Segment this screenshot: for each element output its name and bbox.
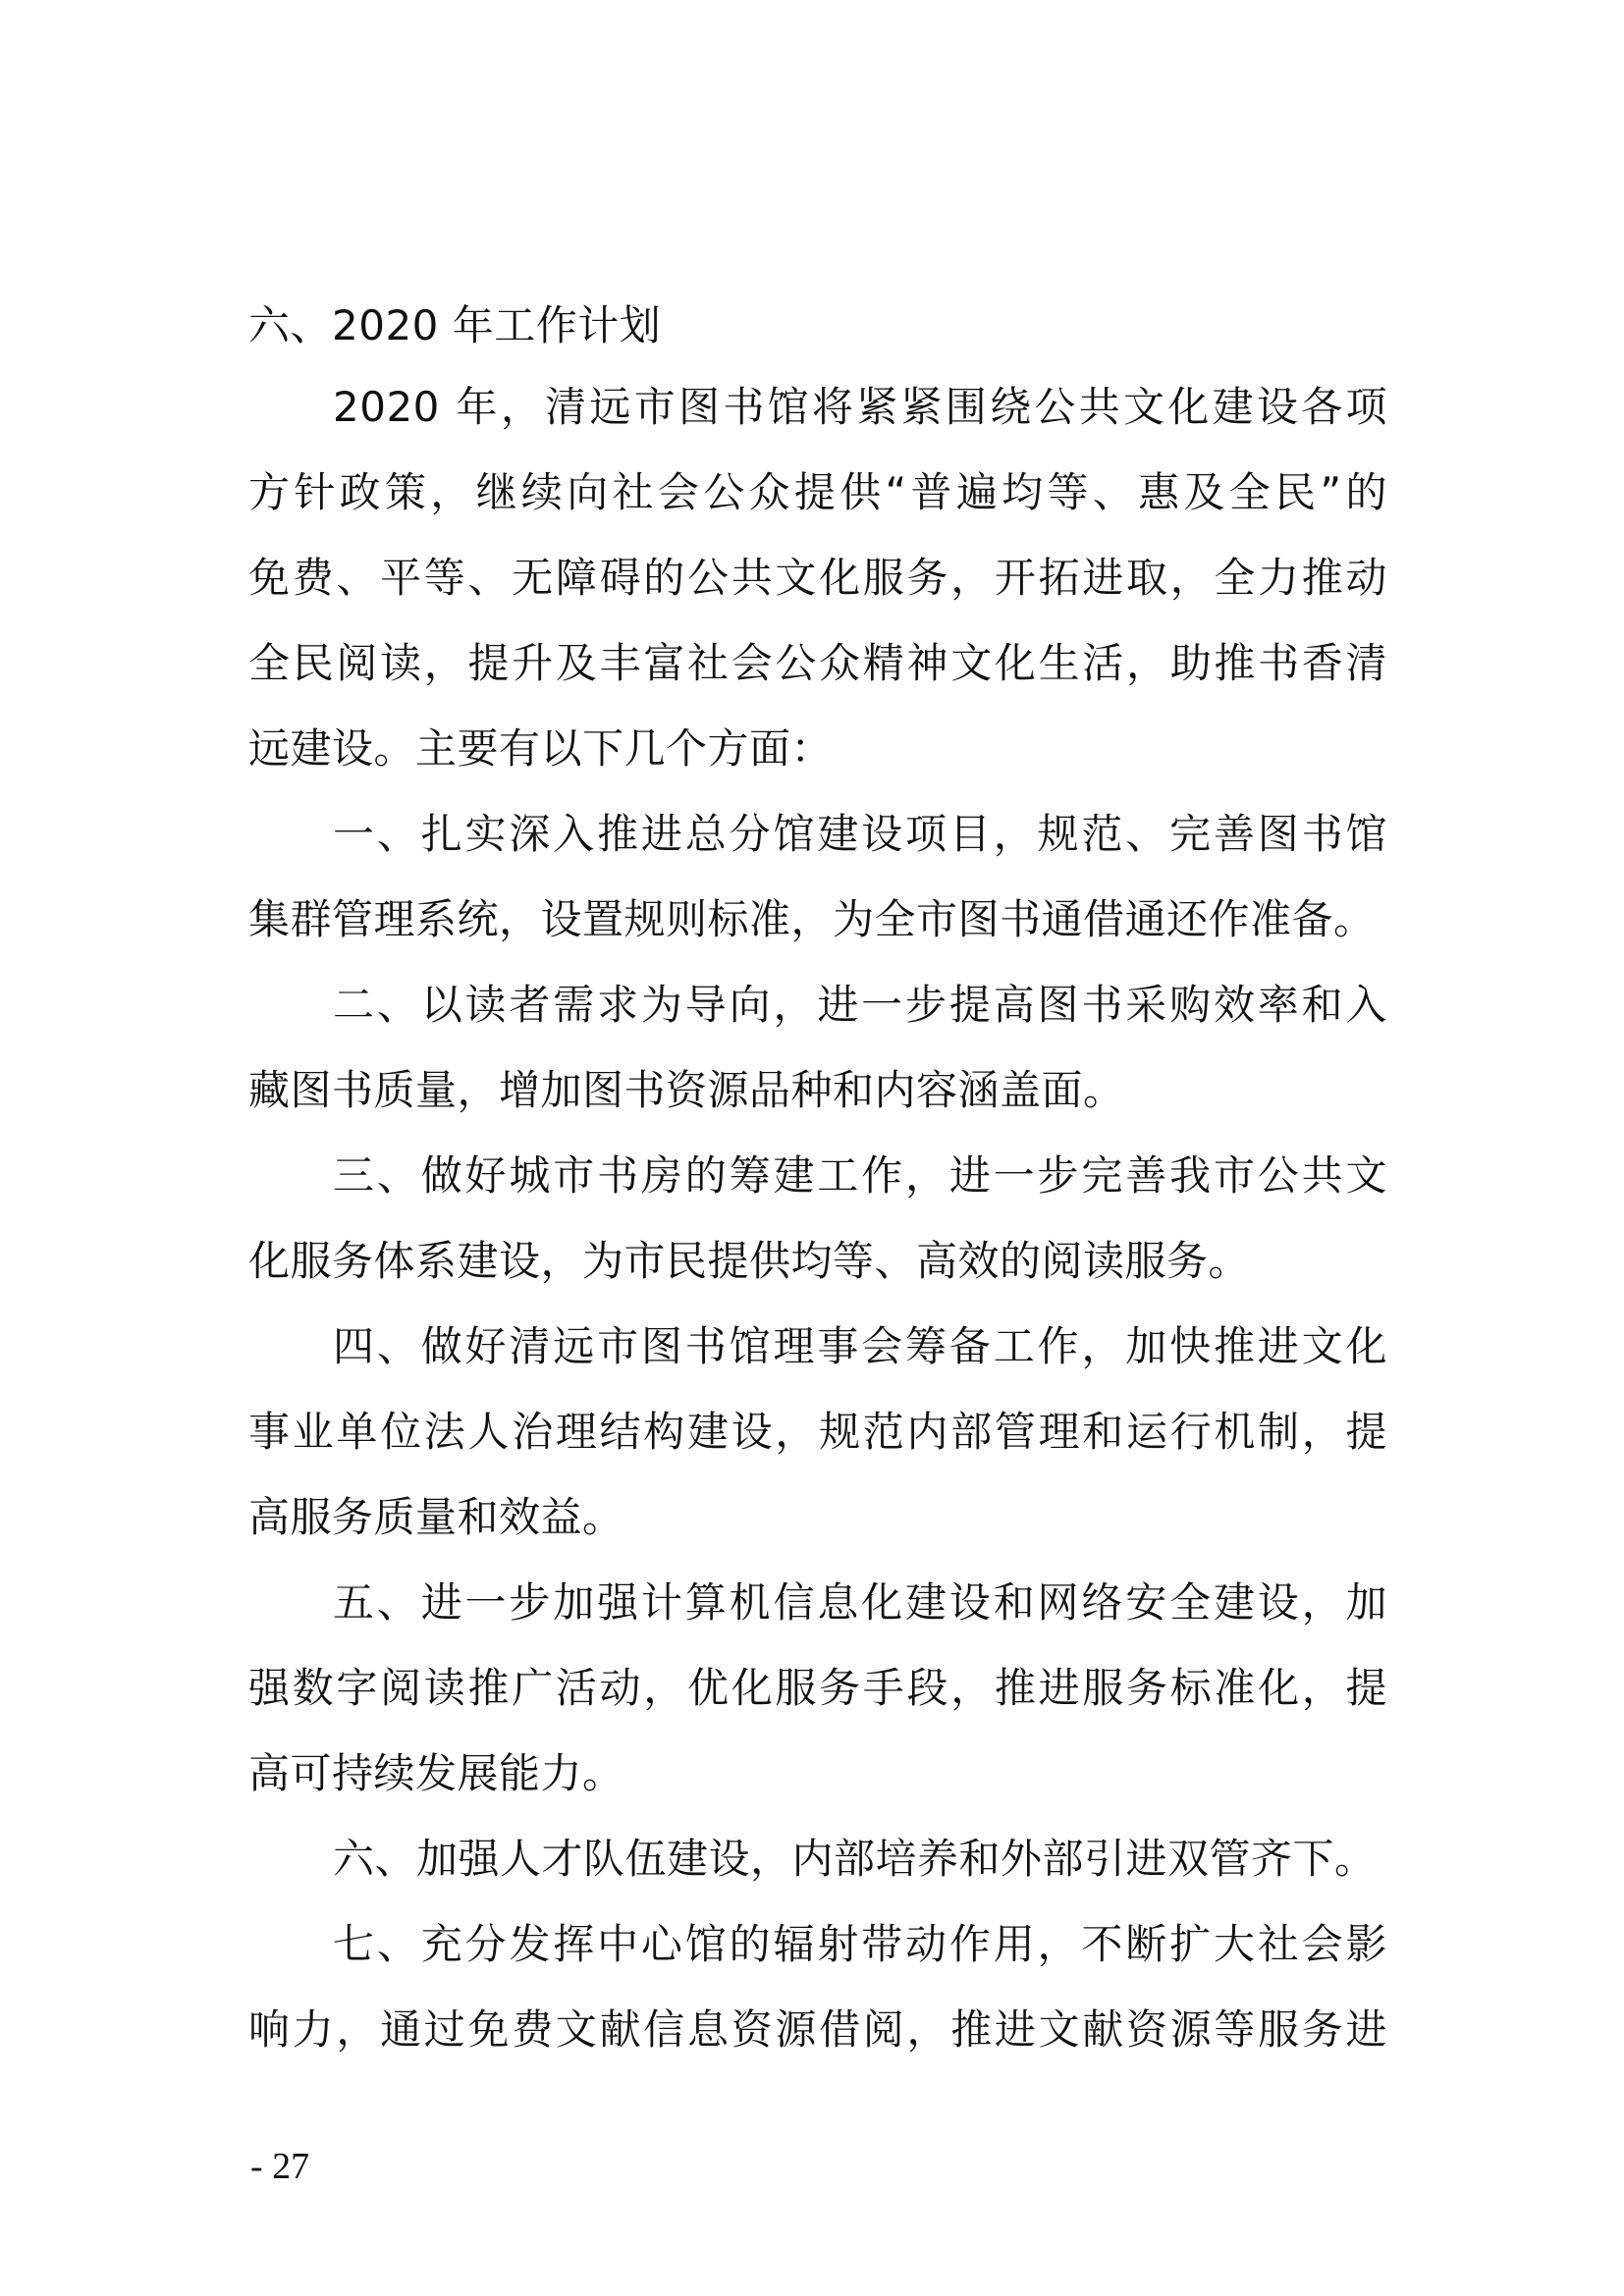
intro-line-5: 远建设。主要有以下几个方面： — [248, 724, 834, 773]
item-5-line-2: 强数字阅读推广活动，优化服务手段，推进服务标准化，提 — [248, 1664, 1387, 1712]
item-3-line-2: 化服务体系建设，为市民提供均等、高效的阅读服务。 — [248, 1237, 1251, 1285]
page-number: - 27 — [250, 2146, 310, 2187]
item-3-line-1: 三、做好城市书房的筹建工作，进一步完善我市公共文 — [333, 1151, 1387, 1200]
intro-line-4: 全民阅读，提升及丰富社会公众精神文化生活，助推书香清 — [248, 639, 1387, 687]
item-5-line-3: 高可持续发展能力。 — [248, 1749, 624, 1797]
item-4-line-3: 高服务质量和效益。 — [248, 1493, 624, 1541]
item-7-line-1: 七、充分发挥中心馆的辐射带动作用，不断扩大社会影 — [333, 1920, 1387, 1968]
item-1-line-1: 一、扎实深入推进总分馆建设项目，规范、完善图书馆 — [333, 810, 1387, 858]
item-1-line-2: 集群管理系统，设置规则标准，为全市图书通借通还作准备。 — [248, 895, 1376, 943]
item-5-line-1: 五、进一步加强计算机信息化建设和网络安全建设，加 — [333, 1578, 1387, 1627]
item-7-line-2: 响力，通过免费文献信息资源借阅，推进文献资源等服务进 — [248, 2005, 1387, 2054]
item-6-line-1: 六、加强人才队伍建设，内部培养和外部引进双管齐下。 — [333, 1835, 1377, 1883]
intro-line-1: 2020 年，清远市图书馆将紧紧围绕公共文化建设各项 — [333, 383, 1387, 431]
item-4-line-1: 四、做好清远市图书馆理事会筹备工作，加快推进文化 — [333, 1322, 1387, 1370]
intro-line-3: 免费、平等、无障碍的公共文化服务，开拓进取，全力推动 — [248, 554, 1387, 602]
section-heading: 六、2020 年工作计划 — [248, 301, 662, 349]
intro-line-2: 方针政策，继续向社会公众提供“普遍均等、惠及全民”的 — [248, 468, 1387, 516]
item-4-line-2: 事业单位法人治理结构建设，规范内部管理和运行机制，提 — [248, 1408, 1387, 1456]
item-2-line-1: 二、以读者需求为导向，进一步提高图书采购效率和入 — [333, 981, 1387, 1029]
item-2-line-2: 藏图书质量，增加图书资源品种和内容涵盖面。 — [248, 1066, 1125, 1114]
